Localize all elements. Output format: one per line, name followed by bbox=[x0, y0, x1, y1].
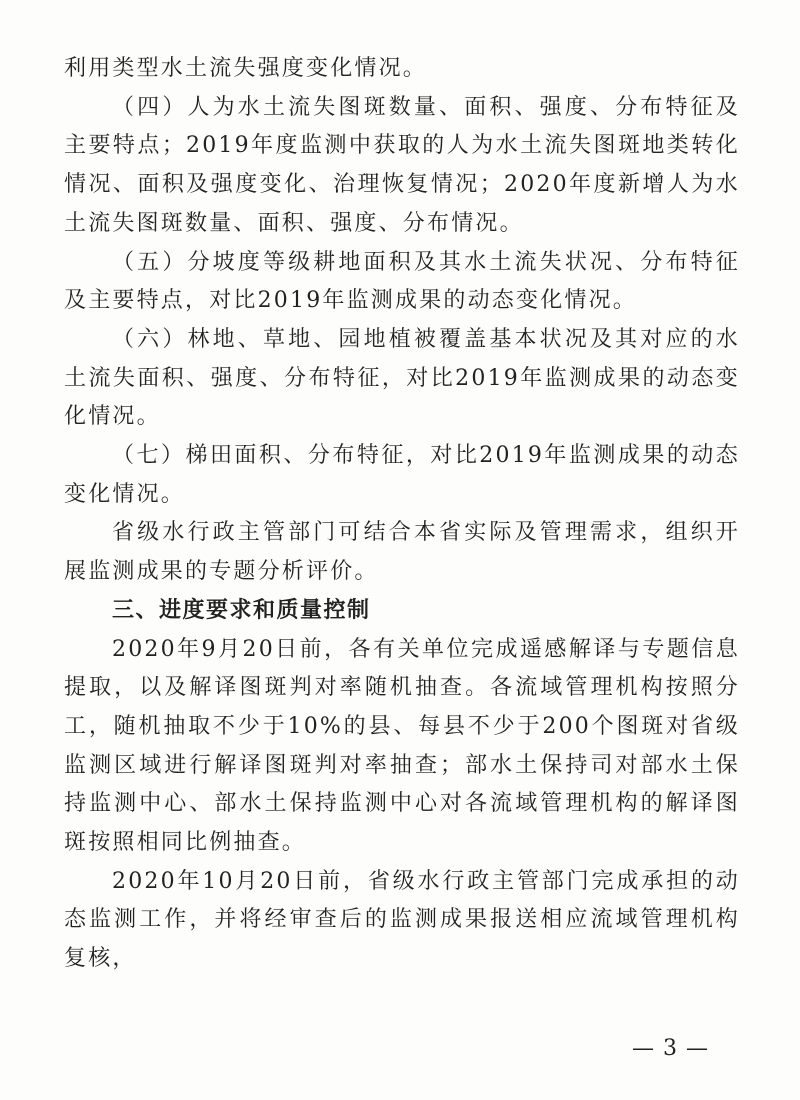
section-heading: 三、进度要求和质量控制 bbox=[112, 597, 371, 623]
paragraph-item-4: （四）人为水土流失图斑数量、面积、强度、分布特征及主要特点；2019年度监测中获取的人为水土流失图斑地类转化情况、面积及强度变化、治理恢复情况；2020年度新增人为水土流失图斑数量、面积、强度、分布情况。 bbox=[64, 94, 740, 236]
paragraph-sept-deadline: 2020年9月20日前，各有关单位完成遥感解译与专题信息提取，以及解译图斑判对率随机抽查。各流域管理机构按照分工，随机抽取不少于10%的县、每县不少于200个图斑对省级监测区域进行解译图斑判对率抽查；部水土保持司对部水土保持监测中心、部水土保持监测中心对各流域管理机构的解译图斑按照相同比例抽查。 bbox=[64, 636, 740, 856]
paragraph-oct-deadline: 2020年10月20日前，省级水行政主管部门完成承担的动态监测工作，并将经审查后的监测成果报送相应流域管理机构复核， bbox=[64, 868, 740, 972]
document-body bbox=[64, 50, 740, 979]
paragraph-item-7: （七）梯田面积、分布特征，对比2019年监测成果的动态变化情况。 bbox=[64, 443, 740, 507]
paragraph-item-6: （六）林地、草地、园地植被覆盖基本状况及其对应的水土流失面积、强度、分布特征，对比2019年监测成果的动态变化情况。 bbox=[64, 326, 740, 430]
page-number: — 3 — bbox=[632, 1036, 709, 1061]
paragraph-item-5: （五）分坡度等级耕地面积及其水土流失状况、分布特征及主要特点，对比2019年监测成果的动态变化情况。 bbox=[64, 249, 740, 314]
paragraph-land-use-continuation: 利用类型水土流失强度变化情况。 bbox=[64, 56, 428, 81]
paragraph-provincial-analysis: 省级水行政主管部门可结合本省实际及管理需求，组织开展监测成果的专题分析评价。 bbox=[64, 520, 740, 585]
